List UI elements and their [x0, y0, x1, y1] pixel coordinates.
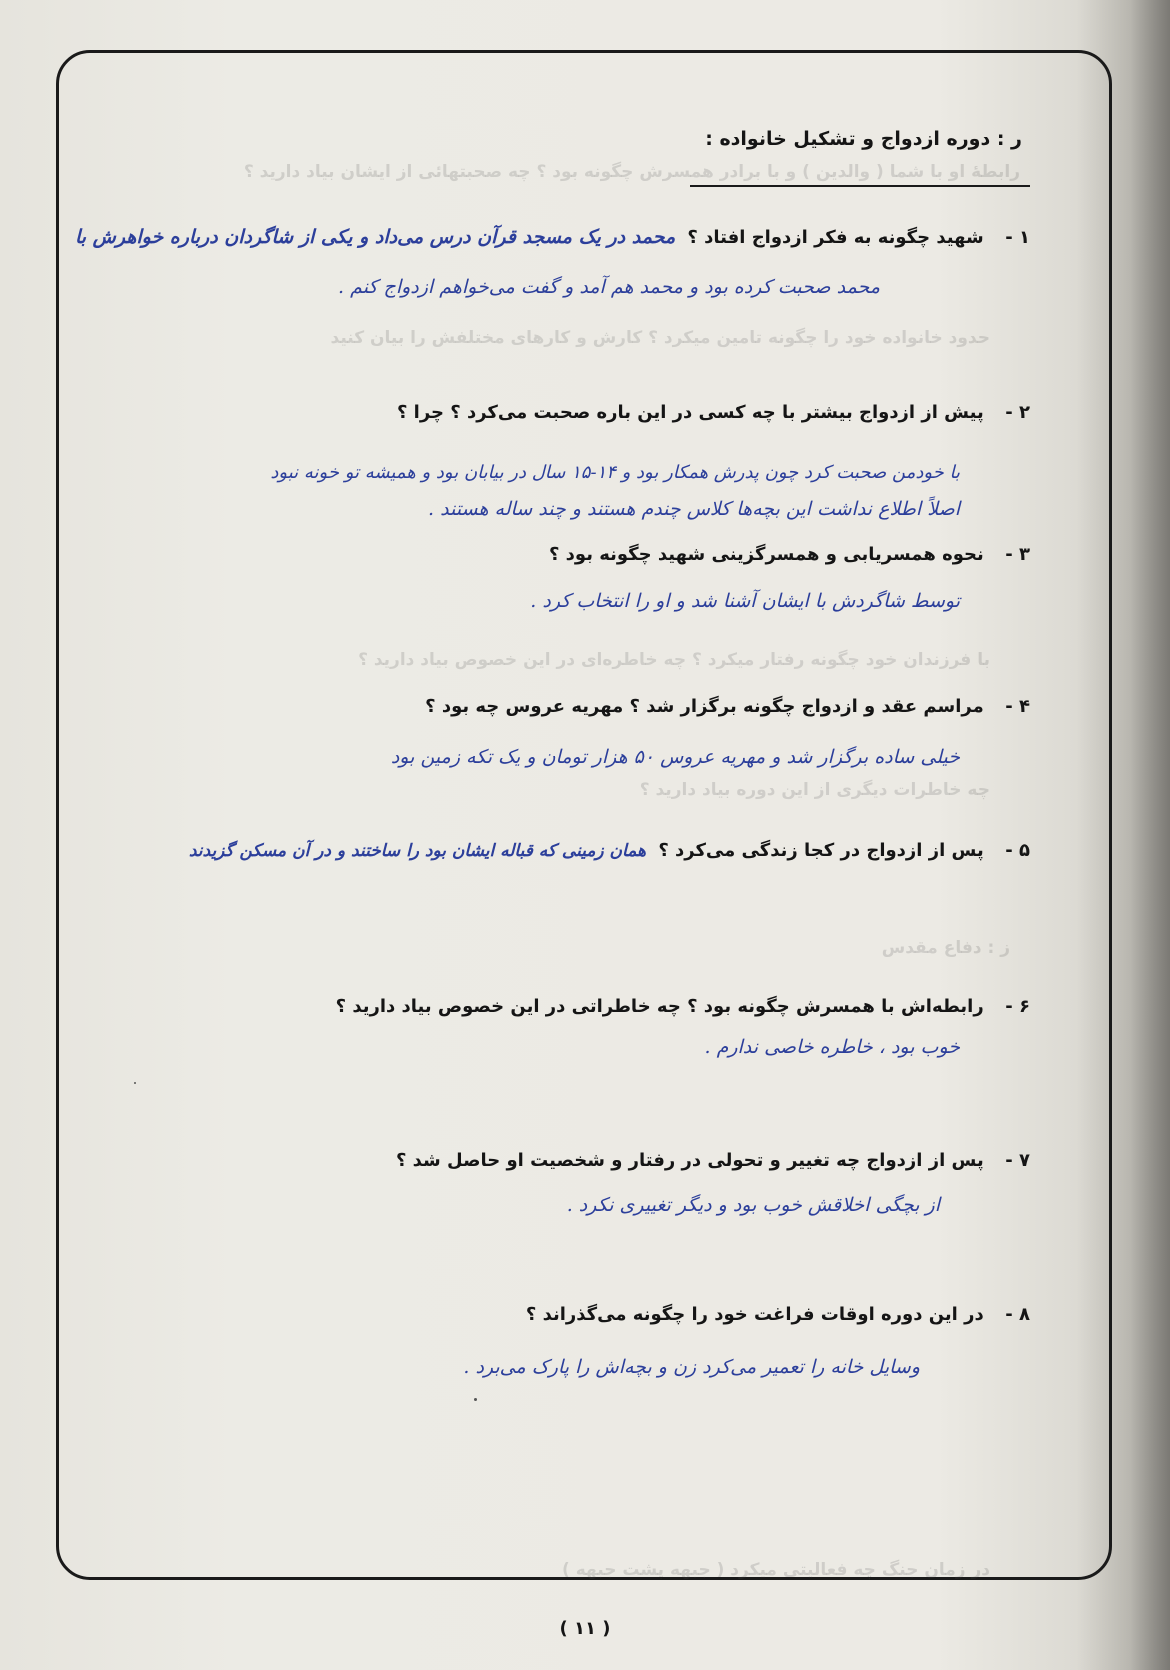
answer-inline: همان زمینی که قباله ایشان بود را ساختند و در آن مسکن گزیدند — [188, 841, 647, 861]
show-through-line: چه خاطرات دیگری از این دوره بیاد دارید ؟ — [639, 780, 990, 800]
question-3 — [549, 544, 1030, 565]
question-7 — [396, 1150, 1030, 1171]
question-number: ۲ - — [1005, 402, 1030, 423]
answer-line: اصلاً اطلاع نداشت این بچه‌ها کلاس چندم هستند و چند ساله هستند . — [428, 498, 960, 520]
question-text: پیش از ازدواج بیشتر با چه کسی در این باره صحبت می‌کرد ؟ چرا ؟ — [396, 402, 984, 423]
question-2 — [397, 402, 1030, 423]
show-through-line: رابطهٔ او با شما ( والدین ) و با برادر همسرش چگونه بود ؟ چه صحبتهائی از ایشان بیاد دارید ؟ — [243, 162, 1020, 182]
answer-line: وسایل خانه را تعمیر می‌کرد زن و بچه‌اش را پارک می‌برد . — [463, 1356, 920, 1378]
question-number: ۶ - — [1005, 996, 1030, 1017]
question-number: ۸ - — [1005, 1304, 1030, 1325]
question-text: مراسم عقد و ازدواج چگونه برگزار شد ؟ مهریه عروس چه بود ؟ — [425, 696, 984, 717]
answer-line: خیلی ساده برگزار شد و مهریه عروس ۵۰ هزار تومان و یک تکه زمین بود — [390, 746, 960, 768]
question-number: ۵ - — [1005, 840, 1030, 861]
question-text: در این دوره اوقات فراغت خود را چگونه می‌گذراند ؟ — [525, 1304, 984, 1325]
answer-line: از بچگی اخلاقش خوب بود و دیگر تغییری نکرد . — [566, 1194, 940, 1216]
question-text: شهید چگونه به فکر ازدواج افتاد ؟ — [687, 227, 984, 248]
question-text: پس از ازدواج در کجا زندگی می‌کرد ؟ — [658, 840, 984, 861]
answer-line: با خودمن صحبت کرد چون پدرش همکار بود و ۱۴-۱۵ سال در بیابان بود و همیشه تو خونه نبود — [270, 462, 960, 483]
binding-shadow — [1130, 0, 1170, 1670]
question-text: پس از ازدواج چه تغییر و تحولی در رفتار و شخصیت او حاصل شد ؟ — [395, 1150, 984, 1171]
show-through-line: با فرزندان خود چگونه رفتار میکرد ؟ چه خاطره‌ای در این خصوص بیاد دارید ؟ — [358, 650, 990, 670]
ink-speck — [134, 1082, 136, 1084]
show-through-line: ز : دفاع مقدس — [881, 938, 1010, 958]
page-number: ( ۱۱ ) — [559, 1618, 611, 1639]
question-8 — [526, 1304, 1030, 1325]
section-title: ر : دوره ازدواج و تشکیل خانواده : — [705, 128, 1022, 150]
question-text: نحوه همسریابی و همسرگزینی شهید چگونه بود ؟ — [548, 544, 984, 565]
question-number: ۱ - — [1005, 227, 1030, 248]
question-6 — [336, 996, 1030, 1017]
question-text: رابطه‌اش با همسرش چگونه بود ؟ چه خاطراتی در این خصوص بیاد دارید ؟ — [335, 996, 984, 1017]
question-number: ۴ - — [1005, 696, 1030, 717]
ink-speck — [474, 1398, 477, 1401]
question-number: ۷ - — [1005, 1150, 1030, 1171]
show-through-line: در زمان جنگ چه فعالیتی میکرد ( جبهه پشت جبهه ) — [562, 1560, 990, 1580]
show-through-line: حدود خانواده خود را چگونه تامین میکرد ؟ کارش و کارهای مختلفش را بیان کنید — [330, 328, 990, 348]
answer-line: توسط شاگردش با ایشان آشنا شد و او را انتخاب کرد . — [530, 590, 960, 612]
answer-inline: محمد در یک مسجد قرآن درس می‌داد و یکی از شاگردان درباره خواهرش با — [74, 226, 676, 248]
question-number: ۳ - — [1005, 544, 1030, 565]
question-4 — [425, 696, 1030, 717]
question-5 — [189, 840, 1030, 861]
answer-line: خوب بود ، خاطره خاصی ندارم . — [704, 1036, 960, 1058]
answer-line: محمد صحبت کرده بود و محمد هم آمد و گفت می‌خواهم ازدواج کنم . — [338, 276, 880, 298]
question-1 — [75, 226, 1030, 248]
title-underline — [690, 185, 1030, 187]
